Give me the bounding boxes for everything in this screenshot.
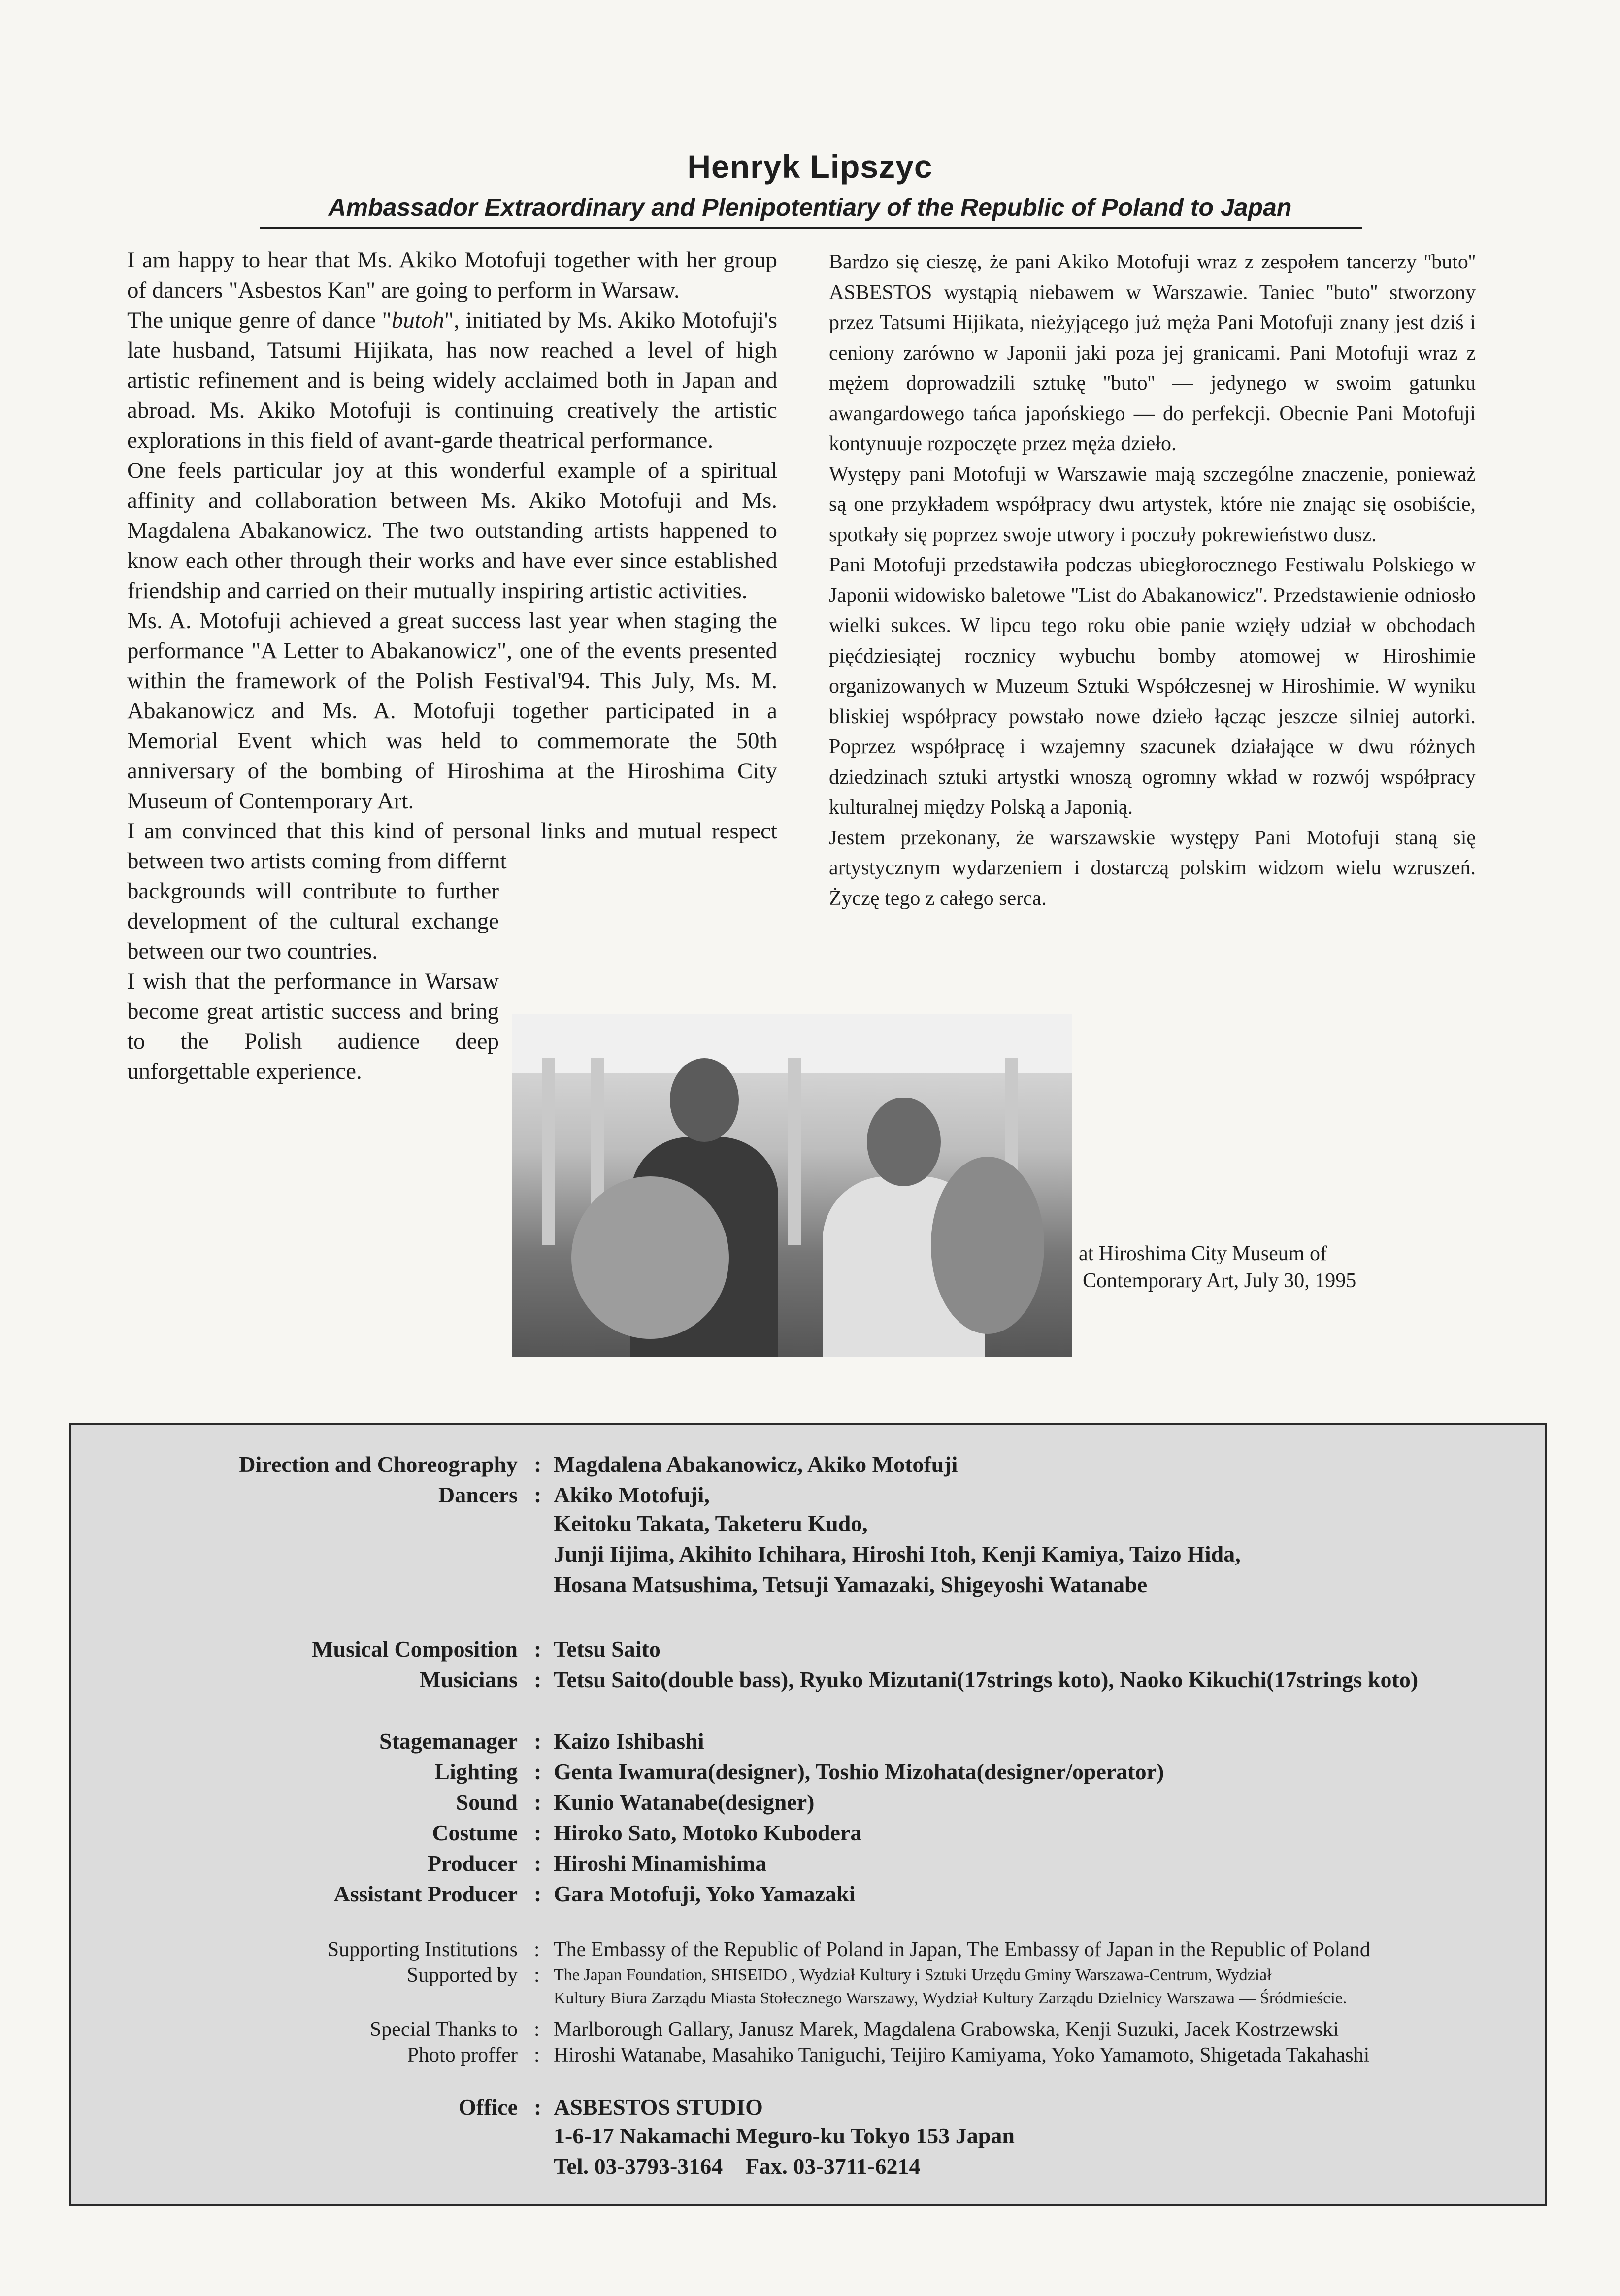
photo-person-right-head [867, 1098, 941, 1186]
pl-paragraph-3: Pani Motofuji przedstawiła podczas ubiegłorocznego Festiwalu Polskiego w Japonii widowisko baletowe ''List do Abakanowicz''. Przedstawienie odniosło wielki sukces. W lipcu tego roku obie panie wzięły udział w obchodach pięćdziesiątej rocznicy wybuchu bomby atomowej w Hiroshimie organizowanych w Muzeum Sztuki Współczesnej w Hiroshimie. W wyniku bliskiej współpracy powstało nowe dzieło łącząc jeszcze silniej autorki. Poprzez współpracę i wzajemny szacunek działające w dwu różnych dziedzinach sztuki artystki wnoszą ogromny wkład w rozwój współpracy kulturalnej między Polską a Japonią. [829, 554, 1476, 819]
en-paragraph-4: Ms. A. Motofuji achieved a great success last year when staging the performance "A Letter to Abakanowicz", one of the events presented within the framework of the Polish Festival'94. This July, Ms. M. Abakanowicz and Ms. A. Motofuji together participated in a Memorial Event which was held to commemorate the 50th anniversary of the bombing of Hiroshima at the Hiroshima City Museum of Contemporary Art. [127, 608, 777, 814]
credit-dancers-line: Keitoku Takata, Taketeru Kudo, [554, 1511, 868, 1536]
page-title: Henryk Lipszyc [687, 148, 933, 185]
credit-dancers-line: Junji Iijima, Akihito Ichihara, Hiroshi Itoh, Kenji Kamiya, Taizo Hida, [554, 1541, 1241, 1566]
pl-paragraph-1: Bardzo się cieszę, że pani Akiko Motofuji wraz z zespołem tancerzy ''buto'' ASBESTOS wystąpią niebawem w Warszawie. Taniec ''buto'' stworzony przez Tatsumi Hijikata, nieżyjącego już męża Pani Motofuji znany jest dziś i ceniony zarówno w Japonii jaki poza jej granicami. Pani Motofuji wraz z mężem doprowadzili sztukę ''buto'' — jedynego w swoim gatunku awangardowego tańca japońskiego — do perfekcji. Obecnie Pani Motofuji kontynuuje rozpoczęte przez męża dzieło. [829, 251, 1476, 455]
photo-column [542, 1058, 555, 1245]
credit-office-address: 1-6-17 Nakamachi Meguro-ku Tokyo 153 Japan [554, 2123, 1015, 2148]
subtitle-underline [260, 227, 1362, 229]
en-paragraph-3: One feels particular joy at this wonderful example of a spiritual affinity and collaboration between Ms. Akiko Motofuji and Ms. Magdalena Abakanowicz. The two outstanding artists happened to know each other through their works and have ever since established friendship and carried on their mutually inspiring artistic activities. [127, 458, 777, 603]
photo-bouquet-left [571, 1176, 729, 1339]
polish-column [829, 247, 1476, 914]
credit-supported-by-line: Kultury Biura Zarządu Miasta Stołecznego Warszawy, Wydział Kultury Zarządu Dzielnicy Warszawa — Śródmieście. [554, 1989, 1347, 2007]
en-paragraph-5b: backgrounds will contribute to further development of the cultural exchange between our two countries. [127, 878, 499, 964]
photo-bouquet-right [931, 1157, 1044, 1334]
page-subtitle: Ambassador Extraordinary and Plenipotentiary of the Republic of Poland to Japan [328, 194, 1292, 221]
photo-caption [1079, 1240, 1423, 1295]
photo-two-artists [512, 1014, 1072, 1357]
caption-line: at Hiroshima City Museum of [1079, 1242, 1327, 1265]
en-paragraph-2: The unique genre of dance "butoh", initiated by Ms. Akiko Motofuji's late husband, Tatsumi Hijikata, has now reached a level of high artistic refinement and is being widely acclaimed both in Japan and abroad. Ms. Akiko Motofuji is continuing creatively the artistic explorations in this field of avant-garde theatrical performance. [127, 307, 777, 453]
english-column [127, 245, 777, 1087]
photo-person-left-head [670, 1058, 739, 1142]
credit-office-phone: Tel. 03-3793-3164 Fax. 03-3711-6214 [554, 2154, 921, 2179]
en-paragraph-6: I wish that the performance in Warsaw become great artistic success and bring to the Polish audience deep unforgettable experience. [127, 968, 499, 1084]
pl-paragraph-4: Jestem przekonany, że warszawskie występy Pani Motofuji staną się artystycznym wydarzeniem i dostarczą polskim widzom wielu wzruszeń. Życzę tego z całego serca. [829, 826, 1476, 910]
caption-line: Contemporary Art, July 30, 1995 [1083, 1269, 1356, 1292]
en-paragraph-5a: I am convinced that this kind of personal links and mutual respect between two artists coming from differnt [127, 818, 777, 874]
credits-box: Direction and Choreography : Magdalena Abakanowicz, Akiko Motofuji Dancers : Akiko Motofuji, Keitoku Takata, Taketeru Kudo, Junji Iijima, Akihito Ichihara, Hiroshi Itoh, Kenji Kamiya, Taizo Hida, Hosana Matsushima, Tetsuji Yamazaki, Shigeyoshi Watanabe Musical Composition : Tetsu Saito Musicians : Tetsu Saito(double bass), Ryuko Mizutani(17strings koto), Naoko Kikuchi(17strings koto) Stagemanager : Kaizo Ishibashi Lighting : Genta Iwamura(designer), Toshio Mizohata(designer/operator) Sound : Kunio Watanabe(designer) Costume : Hiroko Sato, Motoko Kubodera Producer : Hiroshi Minamishima Assistant Producer : Gara Motofuji, Yoko Yamazaki Supporting Institutions : The Embassy of the Republic of Poland in Japan, The Embassy of Japan in the Republic of Poland Supported by : The Japan Foundation, SHISEIDO , Wydział Kultury i Sztuki Urzędu Gminy Warszawa-Centrum, Wydział Kultury Biura Zarządu Miasta Stołecznego Warszawy, Wydział Kultury Zarządu Dzielnicy Warszawa — Śródmieście. Special Thanks to : Marlborough Gallary, Janusz Marek, Magdalena Grabowska, Kenji Suzuki, Jacek Kostrzewski Photo proffer : Hiroshi Watanabe, Masahiko Taniguchi, Teijiro Kamiyama, Yoko Yamamoto, Shigetada Takahashi Office : ASBESTOS STUDIO 1-6-17 Nakamachi Meguro-ku Tokyo 153 Japan Tel. 03-3793-3164 Fax. 03-3711-6214 [69, 1423, 1547, 2206]
credit-dancers-line: Hosana Matsushima, Tetsuji Yamazaki, Shigeyoshi Watanabe [554, 1572, 1148, 1597]
pl-paragraph-2: Występy pani Motofuji w Warszawie mają szczególne znaczenie, ponieważ są one przykładem współpracy dwu artystek, które nie znając się osobiście, spotkały się poprzez swoje utwory i poczuły pokrewieństwo dusz. [829, 463, 1476, 546]
photo-column [788, 1058, 801, 1245]
en-paragraph-1: I am happy to hear that Ms. Akiko Motofuji together with her group of dancers "Asbestos Kan" are going to perform in Warsaw. [127, 247, 777, 303]
